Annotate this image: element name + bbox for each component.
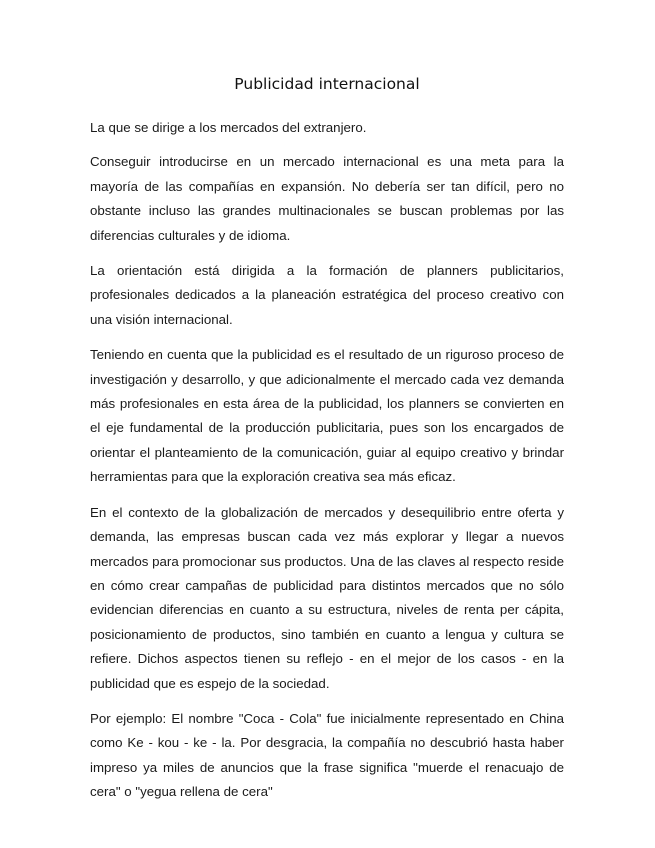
paragraph-globalization: En el contexto de la globalización de mercados y desequilibrio entre oferta y demanda, las empresas buscan cada vez más explorar y llegar a nuevos mercados para promocionar sus productos. Una de las claves al respecto reside en cómo crear campañas de publicidad para distintos mercados que no sólo evidencian diferencias en cuanto a su estructura, niveles de renta per cápita, posicionamiento de productos, sino también en cuanto a lengua y cultura se refiere. Dichos aspectos tienen su reflejo - en el mejor de los casos - en la publicidad que es espejo de la sociedad. bbox=[90, 504, 564, 691]
paragraph-planners: Teniendo en cuenta que la publicidad es el resultado de un riguroso proceso de investigación y desarrollo, y que adicionalmente el mercado cada vez demanda más profesionales en esta área de la publicidad, los planners se convierten en el eje fundamental de la producción publicitaria, pues son los encargados de orientar el planteamiento de la comunicación, guiar al equipo creativo y brindar herramientas para que la exploración creativa sea más eficaz. bbox=[90, 347, 564, 485]
paragraph-orientation: La orientación está dirigida a la formación de planners publicitarios, profesionales dedicados a la planeación estratégica del proceso creativo con una visión internacional. bbox=[90, 263, 564, 327]
paragraph-market-entry: Conseguir introducirse en un mercado internacional es una meta para la mayoría de las compañías en expansión. No debería ser tan difícil, pero no obstante incluso las grandes multinacionales se buscan problemas por las diferencias culturales y de idioma. bbox=[90, 154, 564, 243]
paragraph-example: Por ejemplo: El nombre "Coca - Cola" fue inicialmente representado en China como Ke - kou - ke - la. Por desgracia, la compañía no descubrió hasta haber impreso ya miles de anuncios que la frase significa "muerde el renacuajo de cera" o "yegua rellena de cera" bbox=[90, 710, 564, 800]
document-page bbox=[90, 74, 564, 816]
document-title: Publicidad internacional bbox=[234, 75, 420, 93]
paragraph-intro: La que se dirige a los mercados del extranjero. bbox=[90, 120, 367, 135]
